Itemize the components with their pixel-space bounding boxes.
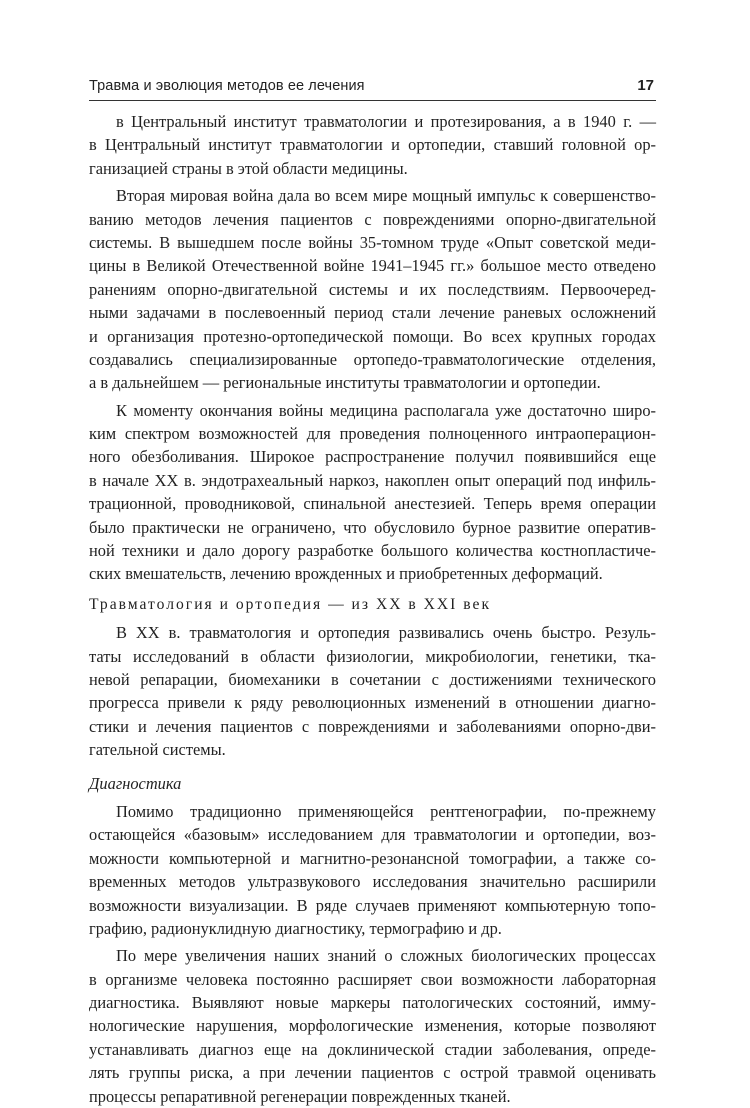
text-line: можности компьютерной и магнитно-резонансной томографии, а также со- [89, 848, 656, 868]
text-line: В XX в. травматология и ортопедия развивались очень быстро. Резуль- [116, 623, 656, 643]
text-line: создавались специализированные ортопедо-травматологические отделения, [89, 349, 656, 369]
text-line: временных методов ультразвукового исследования значительно расширили [89, 872, 656, 892]
subheading-text: Диагностика [89, 773, 182, 793]
text-line: в Центральный институт травматологии и протезирования, а в 1940 г. — [116, 112, 656, 131]
text-line: в организме человека постоянно расширяет свои возможности лабораторная [89, 969, 656, 989]
text-line: нологические нарушения, морфологические изменения, которые позволяют [89, 1016, 656, 1036]
text-line: таты исследований в области физиологии, микробиологии, генетики, тка- [89, 646, 656, 666]
text-line: лять группы риска, а при лечении пациентов с острой травмой оценивать [89, 1063, 656, 1083]
paragraph-lab-diagnostics [89, 944, 656, 1108]
section-heading-text: Травматология и ортопедия — из XX в XXI век [89, 595, 492, 613]
text-line: остающейся «базовым» исследованием для травматологии и ортопедии, воз- [89, 825, 656, 845]
body-text [89, 110, 656, 1108]
text-line: ванию методов лечения пациентов с повреждениями опорно-двигательной [89, 209, 656, 229]
text-line: Вторая мировая война дала во всем мире мощный импульс к совершенство- [116, 186, 656, 206]
text-line: в Центральный институт травматологии и ортопедии, ставший головной ор- [89, 135, 656, 155]
text-line: По мере увеличения наших знаний о сложных биологических процессах [116, 946, 656, 966]
paragraph-imaging [89, 800, 656, 940]
text-line: невой репарации, биомеханики в сочетании с достижениями технического [89, 669, 656, 689]
text-line: ганизацией страны в этой области медицины. [89, 158, 408, 178]
text-line: а в дальнейшем — региональные институты травматологии и ортопедии. [89, 373, 601, 393]
text-line: цины в Великой Отечественной войне 1941–1945 гг.» большое место отведено [89, 256, 656, 276]
text-line: К моменту окончания войны медицина располагала уже достаточно широ- [116, 400, 656, 420]
paragraph-anesthesia [89, 399, 656, 586]
text-line: прогресса привели к ряду революционных изменений в отношении диагно- [89, 693, 656, 713]
text-line: ким спектром возможностей для проведения полноценного интраоперацион- [89, 424, 656, 444]
text-line: Помимо традиционно применяющейся рентгенографии, по-прежнему [116, 801, 656, 821]
text-line: ного обезболивания. Широкое распространение получил появившийся еще [89, 447, 656, 467]
text-line: возможности визуализации. В ряде случаев применяют компьютерную топо- [89, 895, 656, 915]
text-line: стики и лечения пациентов с повреждениями и заболеваниями опорно-дви- [89, 716, 656, 736]
text-line: и организация протезно-ортопедической помощи. Во всех крупных городах [89, 326, 656, 346]
text-line: ной техники и дало дорогу разработке большого количества костнопластиче- [89, 541, 656, 561]
paragraph-ww2 [89, 184, 656, 395]
section-heading [89, 593, 656, 616]
text-line: трационной, проводниковой, спинальной анестезией. Теперь время операции [89, 494, 656, 514]
running-head-title: Травма и эволюция методов ее лечения [89, 78, 365, 94]
text-line: было практически не ограничено, что обусловило бурное развитие оператив- [89, 517, 656, 537]
text-line: ными задачами в послевоенный период стали лечение раневых осложнений [89, 303, 656, 323]
header-rule [89, 100, 656, 101]
text-line: в начале XX в. эндотрахеальный наркоз, накоплен опыт операций под инфиль- [89, 470, 656, 490]
text-line: гательной системы. [89, 740, 226, 760]
text-line: устанавливать диагноз еще на доклинической стадии заболевания, опреде- [89, 1039, 656, 1059]
text-line: ских вмешательств, лечению врожденных и приобретенных деформаций. [89, 564, 603, 584]
paragraph-xx-century [89, 621, 656, 761]
subheading [89, 772, 656, 795]
page-number: 17 [637, 77, 654, 94]
running-head [89, 76, 656, 100]
text-line: процессы репаративной регенерации поврежденных тканей. [89, 1086, 511, 1106]
text-line: системы. В вышедшем после войны 35-томном труде «Опыт советской меди- [89, 232, 656, 252]
text-line: графию, радионуклидную диагностику, термографию и др. [89, 918, 502, 938]
paragraph-continuation [89, 110, 656, 180]
text-line: диагностика. Выявляют новые маркеры патологических состояний, имму- [89, 993, 656, 1013]
text-line: ранениям опорно-двигательной системы и их последствиям. Первоочеред- [89, 279, 656, 299]
